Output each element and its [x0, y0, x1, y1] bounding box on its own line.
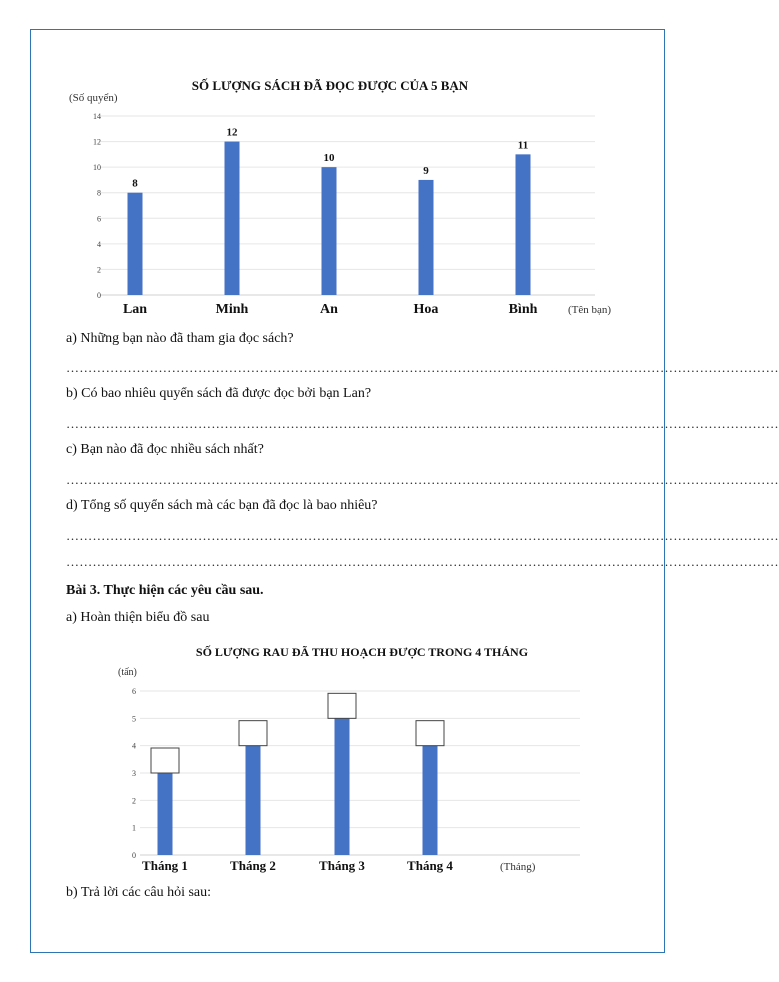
answer-line-d1[interactable]: ……………………………………………………………………………………………………………………………………………… [66, 528, 779, 543]
x-tick-label: Minh [215, 302, 249, 317]
value-answer-box [151, 748, 179, 773]
x-axis-label: (Tháng) [500, 861, 536, 873]
bar [335, 718, 350, 855]
x-tick-label: Tháng 4 [407, 858, 453, 873]
y-tick-label: 2 [97, 265, 101, 275]
x-tick-label: Hoa [413, 302, 439, 317]
y-tick-label: 0 [132, 851, 136, 860]
y-tick-label: 6 [97, 214, 101, 224]
question-a: a) Những bạn nào đã tham gia đọc sách? [66, 331, 294, 346]
question-c: c) Bạn nào đã đọc nhiều sách nhất? [66, 442, 264, 457]
x-tick-label: An [320, 302, 338, 317]
y-tick-label: 4 [132, 741, 136, 751]
x-tick-label: Tháng 3 [319, 858, 365, 873]
bar [158, 773, 173, 855]
data-label: 10 [323, 152, 335, 165]
question-d: d) Tổng số quyển sách mà các bạn đã đọc là bao nhiêu? [66, 498, 378, 513]
chart-title: SỐ LƯỢNG SÁCH ĐÃ ĐỌC ĐƯỢC CỦA 5 BẠN [191, 78, 469, 93]
y-tick-label: 1 [132, 823, 136, 833]
x-tick-label: Tháng 2 [230, 858, 276, 873]
y-tick-label: 3 [132, 769, 136, 778]
y-tick-label: 4 [97, 239, 101, 249]
data-label: 11 [517, 139, 529, 152]
data-label: 8 [132, 177, 138, 190]
y-tick-label: 0 [97, 291, 101, 300]
y-tick-label: 6 [132, 687, 136, 696]
answer-line-a[interactable]: ……………………………………………………………………………………………………………………………………………… [66, 360, 779, 375]
x-axis-label: (Tên bạn) [568, 304, 612, 316]
y-axis-label: (tấn) [118, 667, 137, 678]
bai3-heading: Bài 3. Thực hiện các yêu cầu sau. [66, 583, 264, 598]
value-answer-box [328, 693, 356, 718]
value-answer-box [416, 721, 444, 746]
answer-line-d2[interactable]: ……………………………………………………………………………………………………………………………………………… [66, 554, 779, 569]
answer-line-b[interactable]: ……………………………………………………………………………………………………………………………………………… [66, 416, 779, 431]
y-tick-label: 2 [132, 796, 136, 806]
bai3-part-b: b) Trả lời các câu hỏi sau: [66, 885, 212, 900]
answer-line-c[interactable]: ……………………………………………………………………………………………………………………………………………… [66, 472, 779, 487]
chart-title: SỐ LƯỢNG RAU ĐÃ THU HOẠCH ĐƯỢC TRONG 4 THÁNG [195, 645, 529, 659]
x-tick-label: Lan [122, 302, 148, 317]
data-label: 9 [423, 164, 429, 177]
y-tick-label: 14 [93, 112, 101, 121]
y-tick-label: 12 [93, 137, 101, 147]
x-tick-label: Bình [508, 302, 538, 317]
question-b: b) Có bao nhiêu quyển sách đã được đọc bởi bạn Lan? [66, 386, 372, 401]
data-label: 12 [226, 126, 238, 139]
value-answer-box [239, 721, 267, 746]
y-tick-label: 10 [93, 163, 101, 173]
bar [423, 746, 438, 855]
y-tick-label: 5 [132, 714, 136, 724]
y-tick-label: 8 [97, 188, 101, 198]
y-axis-label: (Số quyển) [69, 92, 118, 104]
x-tick-label: Tháng 1 [142, 858, 188, 873]
bai3-part-a: a) Hoàn thiện biểu đồ sau [66, 610, 210, 625]
bar [246, 746, 261, 855]
